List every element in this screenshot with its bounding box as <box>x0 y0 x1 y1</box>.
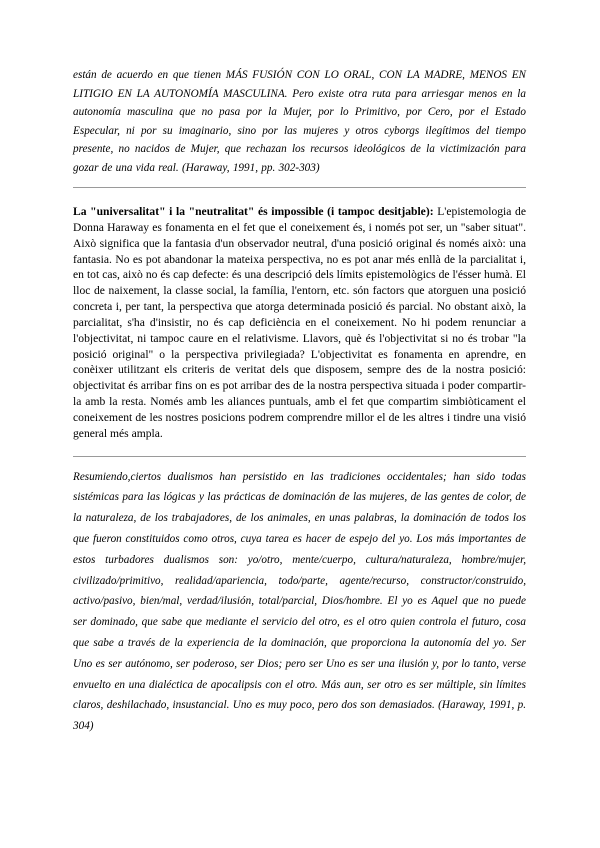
quote-top-rest-text: . Pero existe otra ruta para arriesgar menos en la autonomía masculina que no pasa por la Mujer, por lo Primitivo, por Cero, por el Estado Especular, ni por su imaginario, sino por las mujeres y otros cyborgs ilegítimos del tiempo presente, no nacidos de Mujer, que rechazan los recursos ideológicos de la victimización para gozar de una vida real. (Haraway, 1991, pp. 302-303) <box>73 87 526 174</box>
section-body: L'epistemologia de Donna Haraway es fonamenta en el fet que el coneixement és, i només pot ser, un "saber situat". Això significa que la fantasia d'un observador neutral, d'una posició original és només això: una fantasia. No es pot abandonar la mateixa perspectiva, no es pot anar més enllà de la parcialitat i, en tot cas, això no és cap defecte: és una descripció dels límits epistemològics de l'ésser humà. El lloc de naixement, la classe social, la família, l'entorn, etc. són factors que atorguen una posició concreta i, per tant, la perspectiva que atorga determinada posició és parcial. No obstant això, la parcialitat, s'ha d'insistir, no és cap deficiència en el coneixement. No hi podem renunciar a l'objectivitat, ni tampoc caure en el relativisme. Llavors, què és l'objectivitat si no és trobar "la posició original" o la perspectiva privilegiada? L'objectivitat es fonamenta en aprendre, en conèixer utilitzant els criteris de veritat dels que disposem, sempre des de la nostra posició: objectivitat és arribar fins on es pot arribar des de la nostra perspectiva situada i poder compartir-la amb la resta. Només amb les aliances puntuals, amb el fet que compartim simbiòticament el coneixement de les nostres posicions podrem comprendre millor el de les altres i tindre una visió general més ampla. <box>73 205 526 440</box>
document-page <box>73 66 526 737</box>
divider-bottom <box>73 456 526 457</box>
section-paragraph <box>73 204 526 442</box>
quote-block-top <box>73 66 526 177</box>
quote-top-text: están de acuerdo en que tienen <box>73 69 226 81</box>
quote-block-bottom: Resumiendo,ciertos dualismos han persistido en las tradiciones occidentales; han sido todas sistémicas para las lógicas y las prácticas de dominación de las mujeres, de las gentes de color, de la naturaleza, de los trabajadores, de los animales, en unas palabras, la dominación de todos los que fueron constituidos como otros, cuya tarea es hacer de espejo del yo. Los más importantes de estos turbadores dualismos son: yo/otro, mente/cuerpo, cultura/naturaleza, hombre/mujer, civilizado/primitivo, realidad/apariencia, todo/parte, agente/recurso, constructor/construido, activo/pasivo, bien/mal, verdad/ilusión, total/parcial, Dios/hombre. El yo es Aquel que no puede ser dominado, que sabe que mediante el servicio del otro, es el otro quien controla el futuro, cosa que sabe a través de la experiencia de la dominación, que proporciona la autonomía del yo. Ser Uno es ser autónomo, ser poderoso, ser Dios; pero ser Uno es ser una ilusión y, por lo tanto, verse envuelto en una dialéctica de apocalipsis con el otro. Más aun, ser otro es ser múltiple, sin límites claros, deshilachado, insustancial. Uno es muy poco, pero dos son demasiados. (Haraway, 1991, p. 304) <box>73 470 526 733</box>
divider-top <box>73 187 526 188</box>
quote-top-caps-text: MÁS FUSIÓN CON LO ORAL, CON LA MADRE, MENOS EN LITIGIO EN LA AUTONOMÍA MASCULINA <box>73 69 527 100</box>
section-heading: La "universalitat" i la "neutralitat" és impossible (i tampoc desitjable): <box>73 205 434 218</box>
